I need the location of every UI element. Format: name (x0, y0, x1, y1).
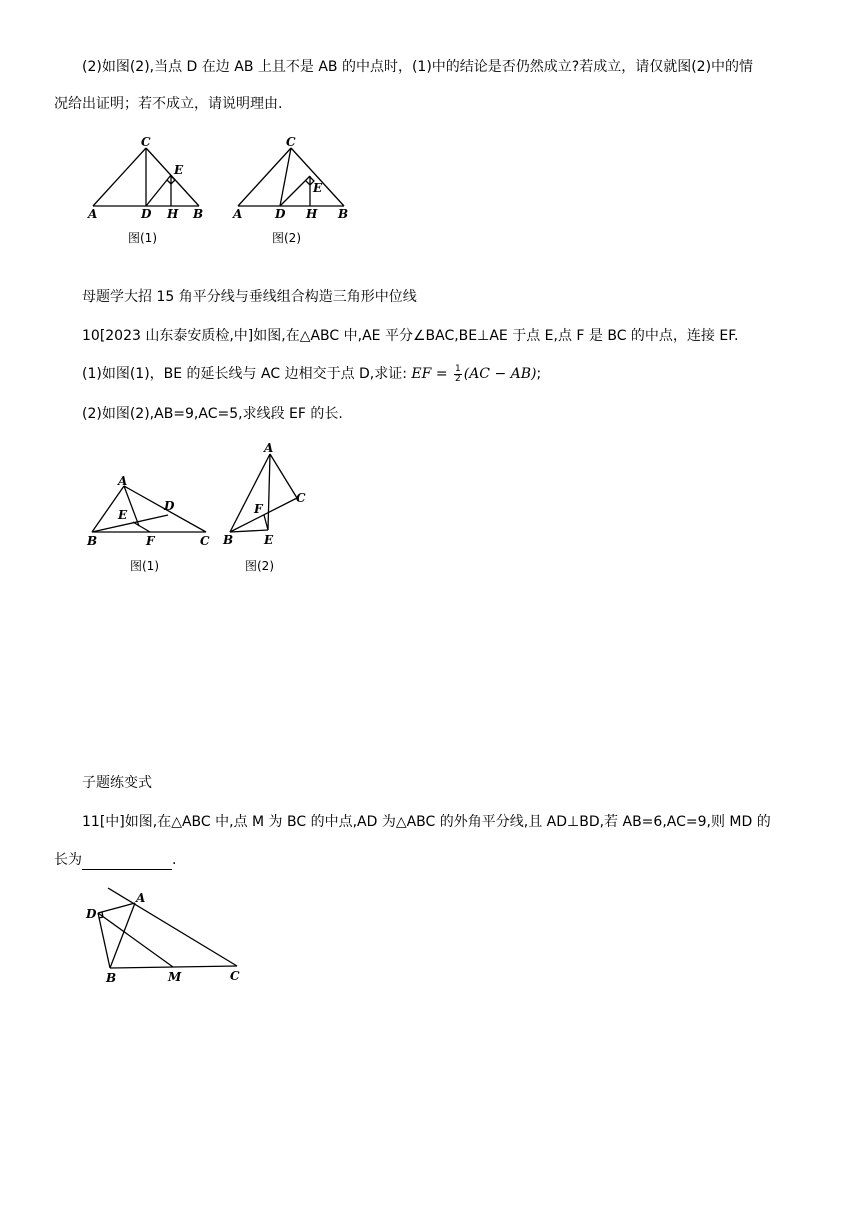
figure-9-1 (85, 132, 210, 222)
label-B: B (87, 534, 98, 548)
answer-blank[interactable] (82, 855, 172, 870)
label-C: C (141, 135, 151, 149)
label-M: M (168, 970, 182, 984)
figure-9-2-caption: 图(2) (272, 231, 301, 245)
label-A: A (118, 474, 128, 488)
q11-line2-suffix: . (172, 852, 177, 868)
label-B: B (106, 971, 117, 985)
q10-formula-eq: = (435, 366, 448, 382)
q11-line1: 11[中]如图,在△ABC 中,点 M 为 BC 的中点,AD 为△ABC 的外角平分线,且 AD⊥BD,若 AB=6,AC=9,则 MD 的 (82, 814, 771, 830)
label-E: E (264, 533, 274, 547)
section-title: 母题学大招 15 角平分线与垂线组合构造三角形中位线 (82, 289, 417, 305)
figure-10-2 (220, 440, 310, 550)
label-D: D (141, 207, 152, 221)
label-B: B (338, 207, 349, 221)
label-E: E (313, 181, 323, 195)
figure-9-2 (230, 132, 355, 222)
label-C: C (230, 969, 240, 983)
label-A: A (233, 207, 243, 221)
q10-part2: (2)如图(2),AB=9,AC=5,求线段 EF 的长. (82, 406, 343, 422)
label-D: D (164, 499, 175, 513)
figure-10-1 (84, 472, 214, 550)
label-B: B (223, 533, 234, 547)
q11-line2 (54, 850, 176, 870)
q10-part1-suffix: ; (536, 366, 542, 382)
label-F: F (146, 534, 155, 548)
sub-title: 子题练变式 (82, 775, 152, 791)
q10-part1 (82, 364, 541, 384)
label-E: E (118, 508, 128, 522)
label-C: C (200, 534, 210, 548)
q9-part2-line1: (2)如图(2),当点 D 在边 AB 上且不是 AB 的中点时，(1)中的结论是否仍然成立?若成立，请仅就图(2)中的情 (82, 59, 754, 75)
q10-formula-fraction (454, 365, 462, 384)
label-B: B (193, 207, 204, 221)
fraction-denominator: 2 (455, 373, 461, 384)
q10-stem: 10[2023 山东泰安质检,中]如图,在△ABC 中,AE 平分∠BAC,BE⊥AE 于点 E,点 F 是 BC 的中点，连接 EF. (82, 328, 739, 344)
figure-10-1-caption: 图(1) (130, 559, 159, 573)
q9-part2-line2: 况给出证明；若不成立，请说明理由. (54, 96, 283, 112)
fraction-numerator: 1 (455, 363, 461, 374)
label-C: C (296, 491, 306, 505)
q10-formula-rhs: (AC − AB) (463, 366, 537, 382)
label-F: F (254, 502, 263, 516)
label-A: A (88, 207, 98, 221)
label-A: A (264, 441, 274, 455)
figure-11 (80, 880, 250, 990)
label-D: D (275, 207, 286, 221)
figure-9-1-caption: 图(1) (128, 231, 157, 245)
q11-line2-prefix: 长为 (54, 852, 82, 868)
label-C: C (286, 135, 296, 149)
q10-part1-prefix: (1)如图(1)，BE 的延长线与 AC 边相交于点 D,求证: (82, 366, 407, 382)
figure-10-2-caption: 图(2) (245, 559, 274, 573)
label-A: A (136, 891, 146, 905)
label-H: H (167, 207, 179, 221)
label-E: E (174, 163, 184, 177)
q10-formula-lhs: EF (411, 366, 432, 382)
label-D: D (86, 907, 97, 921)
label-H: H (306, 207, 318, 221)
